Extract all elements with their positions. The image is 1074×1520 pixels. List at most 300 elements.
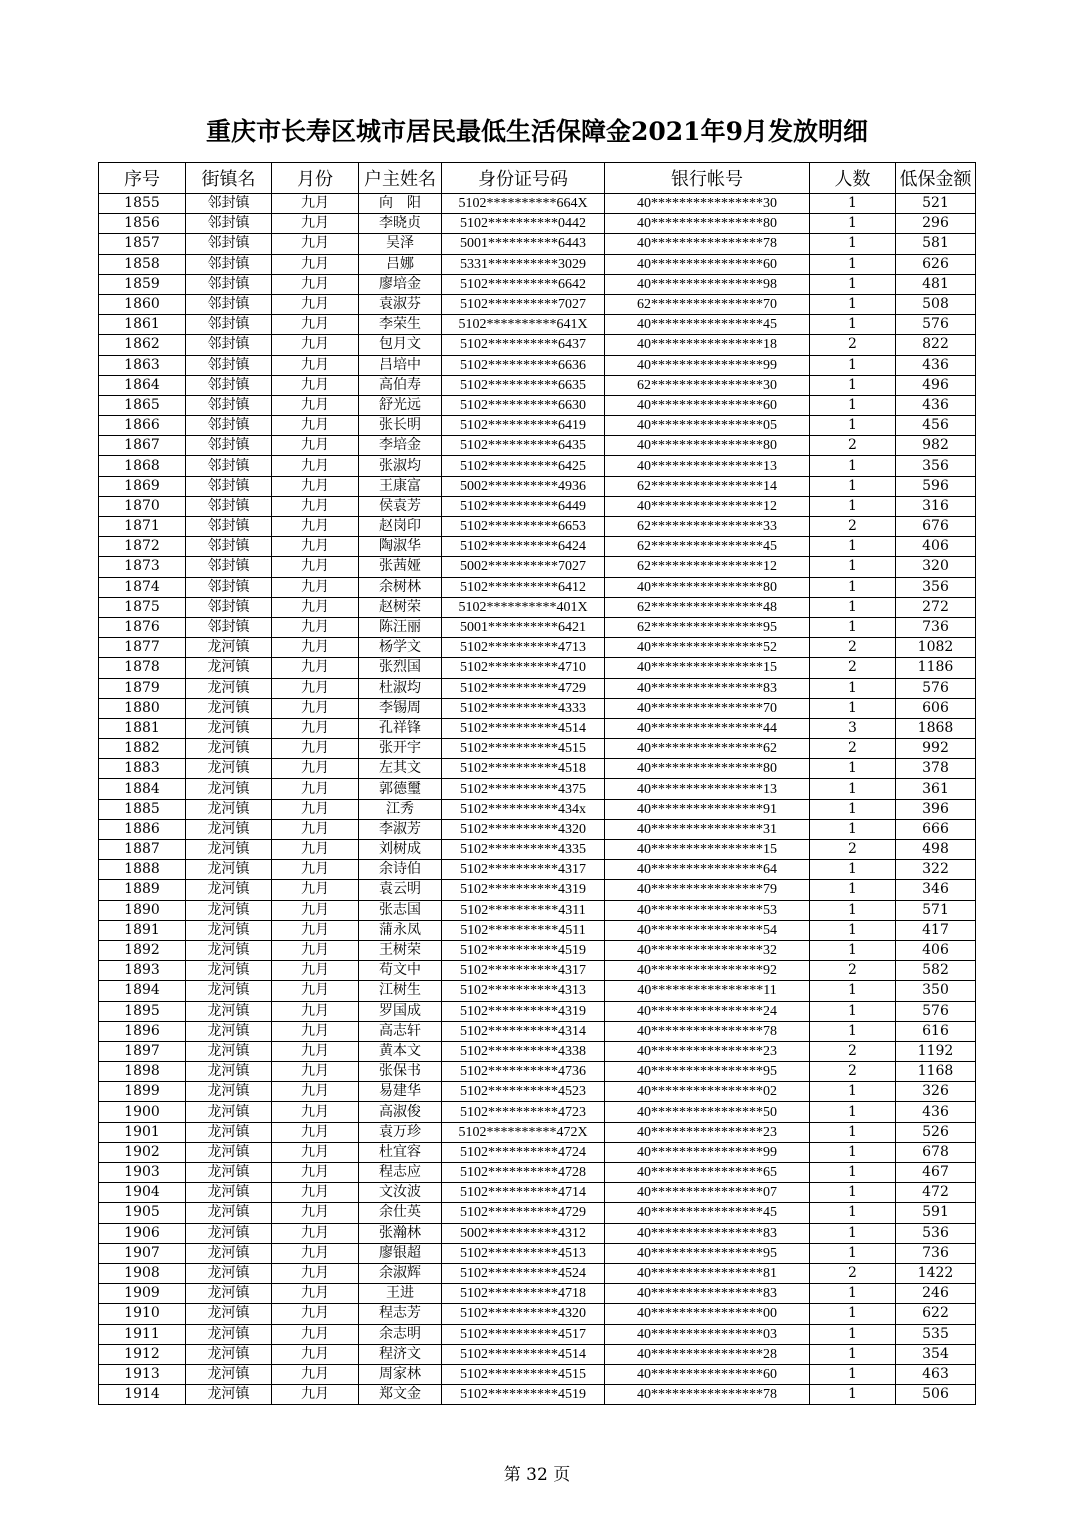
cell-amount: 676 [896,517,976,537]
cell-serial: 1874 [99,577,186,597]
cell-amount: 571 [896,900,976,920]
table-row [99,1344,976,1364]
cell-householder: 易建华 [359,1082,442,1102]
cell-bank-account: 40****************53 [605,900,810,920]
cell-amount: 581 [896,234,976,254]
cell-people-count: 2 [810,739,896,759]
cell-serial: 1880 [99,698,186,718]
cell-month: 九月 [272,1062,359,1082]
cell-month: 九月 [272,1304,359,1324]
cell-householder: 侯袁芳 [359,496,442,516]
cell-town: 龙河镇 [186,698,272,718]
cell-bank-account: 40****************45 [605,1203,810,1223]
cell-month: 九月 [272,1223,359,1243]
cell-householder: 郭德璽 [359,779,442,799]
cell-bank-account: 40****************95 [605,1062,810,1082]
cell-amount: 326 [896,1082,976,1102]
table-row [99,517,976,537]
cell-householder: 江秀 [359,799,442,819]
cell-town: 邻封镇 [186,234,272,254]
cell-amount: 322 [896,860,976,880]
cell-id-number: 5102**********434x [442,799,605,819]
cell-month: 九月 [272,1082,359,1102]
table-row [99,880,976,900]
cell-town: 邻封镇 [186,597,272,617]
cell-month: 九月 [272,961,359,981]
cell-people-count: 1 [810,1021,896,1041]
cell-town: 龙河镇 [186,1122,272,1142]
cell-town: 邻封镇 [186,436,272,456]
cell-month: 九月 [272,214,359,234]
cell-month: 九月 [272,1142,359,1162]
cell-serial: 1855 [99,194,186,214]
table-row [99,1203,976,1223]
table-row [99,1284,976,1304]
cell-id-number: 5102**********4320 [442,819,605,839]
cell-bank-account: 62****************14 [605,476,810,496]
cell-town: 龙河镇 [186,920,272,940]
cell-amount: 1422 [896,1263,976,1283]
cell-town: 龙河镇 [186,1324,272,1344]
cell-amount: 354 [896,1344,976,1364]
cell-amount: 472 [896,1183,976,1203]
table-row [99,1001,976,1021]
cell-town: 龙河镇 [186,819,272,839]
cell-town: 邻封镇 [186,416,272,436]
cell-town: 龙河镇 [186,1203,272,1223]
cell-serial: 1882 [99,739,186,759]
cell-bank-account: 62****************48 [605,597,810,617]
table-row [99,274,976,294]
cell-householder: 罗国成 [359,1001,442,1021]
cell-bank-account: 40****************54 [605,920,810,940]
cell-town: 龙河镇 [186,1304,272,1324]
cell-serial: 1869 [99,476,186,496]
cell-id-number: 5102**********664X [442,194,605,214]
cell-town: 龙河镇 [186,840,272,860]
table-row [99,294,976,314]
cell-month: 九月 [272,840,359,860]
cell-serial: 1899 [99,1082,186,1102]
cell-people-count: 2 [810,658,896,678]
cell-serial: 1895 [99,1001,186,1021]
cell-town: 龙河镇 [186,1183,272,1203]
cell-people-count: 1 [810,456,896,476]
cell-town: 龙河镇 [186,1082,272,1102]
cell-people-count: 1 [810,1122,896,1142]
cell-amount: 481 [896,274,976,294]
cell-serial: 1863 [99,355,186,375]
table-row [99,1102,976,1122]
cell-amount: 678 [896,1142,976,1162]
cell-month: 九月 [272,1163,359,1183]
cell-householder: 江树生 [359,981,442,1001]
cell-amount: 406 [896,940,976,960]
cell-bank-account: 40****************65 [605,1163,810,1183]
table-row [99,1263,976,1283]
cell-month: 九月 [272,759,359,779]
cell-bank-account: 40****************15 [605,658,810,678]
cell-amount: 436 [896,355,976,375]
cell-month: 九月 [272,294,359,314]
cell-id-number: 5102**********4319 [442,1001,605,1021]
cell-id-number: 5002**********4936 [442,476,605,496]
cell-id-number: 5102**********4713 [442,638,605,658]
cell-town: 邻封镇 [186,335,272,355]
cell-bank-account: 40****************31 [605,819,810,839]
cell-month: 九月 [272,940,359,960]
cell-serial: 1906 [99,1223,186,1243]
cell-people-count: 1 [810,1385,896,1405]
cell-town: 龙河镇 [186,1263,272,1283]
cell-people-count: 1 [810,900,896,920]
cell-town: 邻封镇 [186,254,272,274]
cell-people-count: 2 [810,961,896,981]
cell-serial: 1907 [99,1243,186,1263]
cell-serial: 1901 [99,1122,186,1142]
cell-people-count: 1 [810,577,896,597]
cell-amount: 463 [896,1364,976,1384]
cell-month: 九月 [272,1122,359,1142]
cell-bank-account: 40****************98 [605,274,810,294]
cell-id-number: 5102**********4515 [442,739,605,759]
cell-month: 九月 [272,456,359,476]
cell-bank-account: 40****************81 [605,1263,810,1283]
cell-town: 龙河镇 [186,1163,272,1183]
cell-householder: 郑文金 [359,1385,442,1405]
cell-id-number: 5102**********641X [442,315,605,335]
cell-bank-account: 40****************83 [605,1284,810,1304]
cell-serial: 1881 [99,718,186,738]
cell-serial: 1876 [99,617,186,637]
cell-month: 九月 [272,395,359,415]
cell-people-count: 1 [810,537,896,557]
table-row [99,335,976,355]
cell-month: 九月 [272,355,359,375]
cell-amount: 296 [896,214,976,234]
cell-id-number: 5102**********6653 [442,517,605,537]
cell-town: 龙河镇 [186,799,272,819]
cell-serial: 1858 [99,254,186,274]
table-row [99,900,976,920]
cell-month: 九月 [272,557,359,577]
cell-people-count: 1 [810,1001,896,1021]
cell-householder: 李淑芳 [359,819,442,839]
cell-month: 九月 [272,617,359,637]
cell-bank-account: 40****************44 [605,718,810,738]
cell-bank-account: 40****************50 [605,1102,810,1122]
header-town: 街镇名 [186,163,272,194]
cell-serial: 1884 [99,779,186,799]
cell-bank-account: 40****************83 [605,678,810,698]
header-bank-account: 银行帐号 [605,163,810,194]
cell-householder: 周家林 [359,1364,442,1384]
table-row [99,1243,976,1263]
cell-people-count: 2 [810,1041,896,1061]
cell-serial: 1860 [99,294,186,314]
cell-householder: 赵树荣 [359,597,442,617]
cell-town: 龙河镇 [186,638,272,658]
cell-people-count: 1 [810,294,896,314]
cell-id-number: 5102**********4710 [442,658,605,678]
cell-serial: 1909 [99,1284,186,1304]
cell-bank-account: 40****************78 [605,234,810,254]
cell-month: 九月 [272,1021,359,1041]
cell-householder: 余仕英 [359,1203,442,1223]
cell-serial: 1892 [99,940,186,960]
cell-serial: 1875 [99,597,186,617]
cell-householder: 余淑辉 [359,1263,442,1283]
cell-bank-account: 40****************12 [605,496,810,516]
cell-month: 九月 [272,1344,359,1364]
cell-id-number: 5102**********4314 [442,1021,605,1041]
table-row [99,779,976,799]
cell-town: 邻封镇 [186,456,272,476]
cell-amount: 576 [896,678,976,698]
cell-id-number: 5102**********401X [442,597,605,617]
cell-bank-account: 40****************32 [605,940,810,960]
cell-month: 九月 [272,1385,359,1405]
cell-id-number: 5331**********3029 [442,254,605,274]
table-row [99,395,976,415]
cell-householder: 王进 [359,1284,442,1304]
cell-serial: 1908 [99,1263,186,1283]
cell-householder: 陶淑华 [359,537,442,557]
cell-id-number: 5102**********4523 [442,1082,605,1102]
cell-month: 九月 [272,819,359,839]
cell-householder: 廖银超 [359,1243,442,1263]
cell-householder: 李荣生 [359,315,442,335]
cell-bank-account: 40****************62 [605,739,810,759]
cell-people-count: 2 [810,1263,896,1283]
table-row [99,1163,976,1183]
table-row [99,456,976,476]
cell-householder: 张茜娅 [359,557,442,577]
cell-town: 龙河镇 [186,1021,272,1041]
header-month: 月份 [272,163,359,194]
cell-serial: 1878 [99,658,186,678]
cell-month: 九月 [272,274,359,294]
cell-id-number: 5102**********4524 [442,1263,605,1283]
cell-people-count: 1 [810,981,896,1001]
cell-serial: 1885 [99,799,186,819]
cell-serial: 1873 [99,557,186,577]
cell-people-count: 1 [810,1163,896,1183]
cell-bank-account: 62****************30 [605,375,810,395]
cell-householder: 张保书 [359,1062,442,1082]
table-row [99,1385,976,1405]
cell-id-number: 5102**********4729 [442,678,605,698]
table-row [99,436,976,456]
cell-town: 邻封镇 [186,476,272,496]
cell-people-count: 1 [810,880,896,900]
cell-people-count: 1 [810,395,896,415]
page-title: 重庆市长寿区城市居民最低生活保障金2021年9月发放明细 [206,117,868,146]
cell-people-count: 1 [810,1304,896,1324]
table-row [99,981,976,1001]
cell-people-count: 1 [810,375,896,395]
cell-amount: 350 [896,981,976,1001]
cell-people-count: 1 [810,698,896,718]
cell-month: 九月 [272,1364,359,1384]
cell-people-count: 1 [810,315,896,335]
cell-amount: 616 [896,1021,976,1041]
cell-bank-account: 40****************99 [605,1142,810,1162]
cell-people-count: 2 [810,436,896,456]
cell-town: 龙河镇 [186,1142,272,1162]
cell-month: 九月 [272,1001,359,1021]
cell-id-number: 5102**********4514 [442,718,605,738]
cell-amount: 535 [896,1324,976,1344]
cell-amount: 272 [896,597,976,617]
table-row [99,698,976,718]
cell-id-number: 5102**********4317 [442,860,605,880]
cell-householder: 袁云明 [359,880,442,900]
cell-bank-account: 40****************80 [605,436,810,456]
cell-people-count: 3 [810,718,896,738]
cell-id-number: 5102**********4333 [442,698,605,718]
cell-amount: 1192 [896,1041,976,1061]
cell-people-count: 1 [810,254,896,274]
cell-people-count: 1 [810,214,896,234]
cell-people-count: 1 [810,355,896,375]
cell-month: 九月 [272,739,359,759]
cell-bank-account: 40****************28 [605,1344,810,1364]
cell-month: 九月 [272,1041,359,1061]
cell-id-number: 5102**********4514 [442,1344,605,1364]
cell-town: 邻封镇 [186,194,272,214]
cell-town: 邻封镇 [186,214,272,234]
header-householder: 户主姓名 [359,163,442,194]
cell-town: 龙河镇 [186,1364,272,1384]
cell-amount: 736 [896,1243,976,1263]
cell-householder: 余志明 [359,1324,442,1344]
cell-town: 龙河镇 [186,718,272,738]
cell-people-count: 1 [810,1223,896,1243]
cell-people-count: 1 [810,1183,896,1203]
table-row [99,1183,976,1203]
table-row [99,920,976,940]
cell-id-number: 5001**********6443 [442,234,605,254]
cell-householder: 蒲永凤 [359,920,442,940]
cell-serial: 1896 [99,1021,186,1041]
table-row [99,234,976,254]
cell-amount: 316 [896,496,976,516]
cell-amount: 436 [896,1102,976,1122]
table-body [99,194,976,1405]
cell-people-count: 1 [810,557,896,577]
cell-id-number: 5102**********4515 [442,1364,605,1384]
table-row [99,1304,976,1324]
cell-month: 九月 [272,638,359,658]
cell-month: 九月 [272,1243,359,1263]
cell-id-number: 5102**********4511 [442,920,605,940]
cell-serial: 1897 [99,1041,186,1061]
cell-month: 九月 [272,597,359,617]
cell-serial: 1886 [99,819,186,839]
cell-bank-account: 40****************11 [605,981,810,1001]
cell-people-count: 1 [810,416,896,436]
cell-householder: 李锡周 [359,698,442,718]
cell-id-number: 5102**********6630 [442,395,605,415]
cell-amount: 982 [896,436,976,456]
table-row [99,860,976,880]
cell-id-number: 5102**********0442 [442,214,605,234]
cell-id-number: 5102**********6636 [442,355,605,375]
cell-month: 九月 [272,234,359,254]
cell-householder: 袁万珍 [359,1122,442,1142]
cell-id-number: 5002**********4312 [442,1223,605,1243]
cell-amount: 622 [896,1304,976,1324]
cell-month: 九月 [272,1284,359,1304]
cell-month: 九月 [272,1324,359,1344]
cell-amount: 521 [896,194,976,214]
cell-householder: 杜宜容 [359,1142,442,1162]
cell-people-count: 1 [810,496,896,516]
cell-householder: 廖培金 [359,274,442,294]
cell-bank-account: 40****************15 [605,840,810,860]
cell-id-number: 5102**********7027 [442,294,605,314]
cell-town: 邻封镇 [186,274,272,294]
cell-town: 龙河镇 [186,779,272,799]
cell-id-number: 5102**********4729 [442,1203,605,1223]
cell-householder: 李晓贞 [359,214,442,234]
cell-people-count: 1 [810,1344,896,1364]
table-row [99,355,976,375]
cell-month: 九月 [272,799,359,819]
cell-serial: 1871 [99,517,186,537]
cell-id-number: 5102**********4736 [442,1062,605,1082]
cell-serial: 1865 [99,395,186,415]
cell-month: 九月 [272,537,359,557]
cell-bank-account: 40****************18 [605,335,810,355]
cell-serial: 1898 [99,1062,186,1082]
table-row [99,577,976,597]
cell-householder: 舒光远 [359,395,442,415]
cell-serial: 1902 [99,1142,186,1162]
cell-serial: 1905 [99,1203,186,1223]
cell-people-count: 2 [810,1062,896,1082]
cell-amount: 496 [896,375,976,395]
cell-people-count: 1 [810,759,896,779]
cell-town: 龙河镇 [186,1001,272,1021]
cell-town: 龙河镇 [186,961,272,981]
cell-people-count: 1 [810,819,896,839]
cell-month: 九月 [272,335,359,355]
table-row [99,315,976,335]
cell-serial: 1864 [99,375,186,395]
table-row [99,416,976,436]
cell-amount: 596 [896,476,976,496]
cell-town: 邻封镇 [186,496,272,516]
cell-bank-account: 40****************91 [605,799,810,819]
cell-bank-account: 40****************60 [605,254,810,274]
cell-householder: 向 阳 [359,194,442,214]
cell-town: 龙河镇 [186,940,272,960]
table-row [99,638,976,658]
table-row [99,678,976,698]
cell-people-count: 1 [810,920,896,940]
cell-id-number: 5102**********4728 [442,1163,605,1183]
cell-householder: 张烈国 [359,658,442,678]
cell-serial: 1889 [99,880,186,900]
cell-householder: 刘树成 [359,840,442,860]
cell-householder: 陈汪丽 [359,617,442,637]
cell-id-number: 5001**********6421 [442,617,605,637]
cell-people-count: 1 [810,617,896,637]
cell-serial: 1890 [99,900,186,920]
cell-amount: 508 [896,294,976,314]
